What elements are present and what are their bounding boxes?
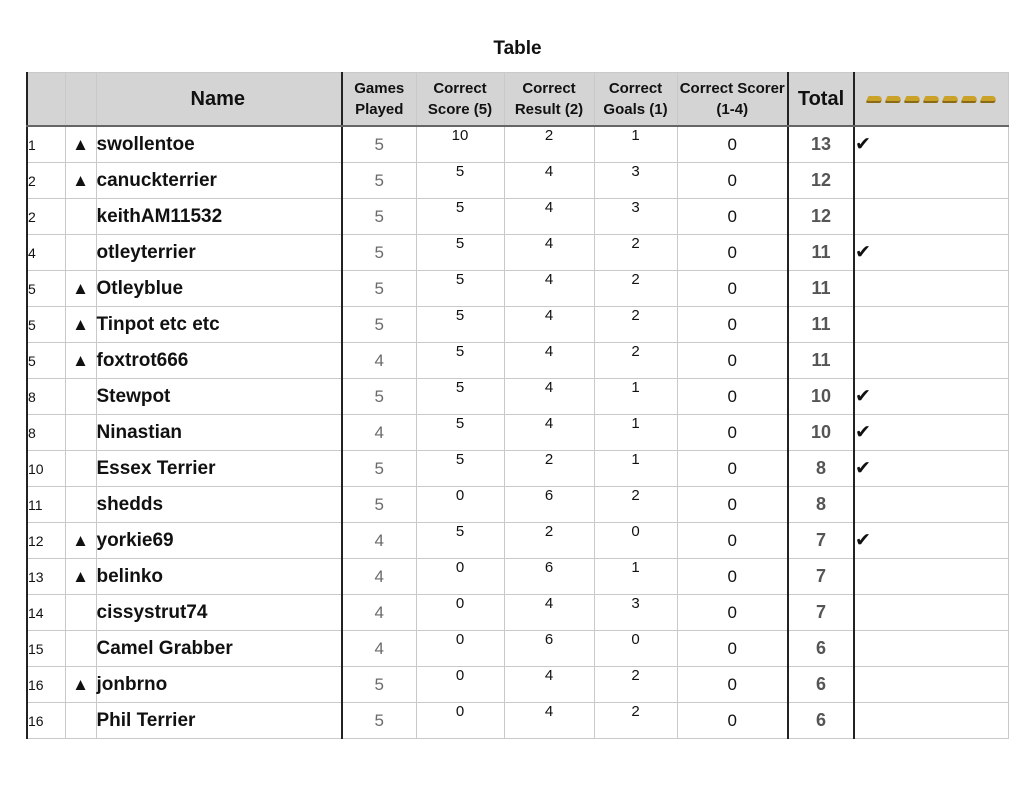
position-cell: 15 — [27, 631, 65, 667]
total-cell: 8 — [788, 487, 854, 523]
table-row — [27, 379, 1008, 415]
correct-goals-cell: 2 — [594, 307, 677, 343]
correct-scorer-cell: 0 — [677, 559, 788, 595]
correct-score-cell: 5 — [416, 523, 504, 559]
position-cell: 2 — [27, 199, 65, 235]
correct-scorer-cell: 0 — [677, 163, 788, 199]
position-cell: 12 — [27, 523, 65, 559]
table-row — [27, 559, 1008, 595]
table-row — [27, 487, 1008, 523]
correct-scorer-cell: 0 — [677, 199, 788, 235]
header-position — [27, 73, 65, 127]
correct-result-cell: 4 — [504, 307, 594, 343]
total-cell: 7 — [788, 595, 854, 631]
header-games-played: Games Played — [342, 73, 416, 127]
correct-result-cell: 6 — [504, 487, 594, 523]
correct-scorer-cell: 0 — [677, 307, 788, 343]
total-cell: 8 — [788, 451, 854, 487]
correct-goals-cell: 2 — [594, 271, 677, 307]
games-played-cell: 4 — [342, 559, 416, 595]
league-table — [26, 72, 1009, 739]
correct-score-cell: 5 — [416, 199, 504, 235]
player-name: Ninastian — [96, 415, 342, 451]
position-cell: 5 — [27, 307, 65, 343]
movement-arrow-icon: ▲ — [65, 126, 96, 163]
tick-icon — [854, 487, 1008, 523]
correct-result-cell: 4 — [504, 703, 594, 739]
player-name: swollentoe — [96, 126, 342, 163]
correct-score-cell: 0 — [416, 559, 504, 595]
games-played-cell: 4 — [342, 415, 416, 451]
games-played-cell: 4 — [342, 343, 416, 379]
movement-arrow-icon — [65, 451, 96, 487]
games-played-cell: 5 — [342, 451, 416, 487]
position-cell: 5 — [27, 343, 65, 379]
player-name: yorkie69 — [96, 523, 342, 559]
movement-arrow-icon: ▲ — [65, 559, 96, 595]
player-name: Stewpot — [96, 379, 342, 415]
correct-goals-cell: 2 — [594, 343, 677, 379]
correct-score-cell: 5 — [416, 307, 504, 343]
tick-icon — [854, 163, 1008, 199]
correct-score-cell: 0 — [416, 487, 504, 523]
correct-score-cell: 0 — [416, 631, 504, 667]
total-cell: 6 — [788, 703, 854, 739]
correct-goals-cell: 2 — [594, 667, 677, 703]
correct-scorer-cell: 0 — [677, 379, 788, 415]
correct-scorer-cell: 0 — [677, 415, 788, 451]
player-name: Essex Terrier — [96, 451, 342, 487]
correct-result-cell: 4 — [504, 199, 594, 235]
table-body — [27, 126, 1008, 739]
total-cell: 7 — [788, 559, 854, 595]
position-cell: 16 — [27, 667, 65, 703]
table-row — [27, 451, 1008, 487]
player-name: keithAM11532 — [96, 199, 342, 235]
tick-icon — [854, 271, 1008, 307]
movement-arrow-icon — [65, 415, 96, 451]
games-played-cell: 5 — [342, 271, 416, 307]
header-correct-scorer: Correct Scorer (1-4) — [677, 73, 788, 127]
movement-arrow-icon: ▲ — [65, 523, 96, 559]
games-played-cell: 5 — [342, 235, 416, 271]
correct-scorer-cell: 0 — [677, 126, 788, 163]
table-row — [27, 523, 1008, 559]
player-name: jonbrno — [96, 667, 342, 703]
correct-goals-cell: 3 — [594, 595, 677, 631]
table-row — [27, 235, 1008, 271]
position-cell: 5 — [27, 271, 65, 307]
header-total: Total — [788, 73, 854, 127]
position-cell: 4 — [27, 235, 65, 271]
total-cell: 12 — [788, 199, 854, 235]
tick-icon: ✔ — [854, 523, 1008, 559]
games-played-cell: 5 — [342, 163, 416, 199]
position-cell: 2 — [27, 163, 65, 199]
correct-goals-cell: 1 — [594, 559, 677, 595]
games-played-cell: 4 — [342, 523, 416, 559]
header-correct-goals: Correct Goals (1) — [594, 73, 677, 127]
correct-score-cell: 5 — [416, 235, 504, 271]
position-cell: 14 — [27, 595, 65, 631]
correct-result-cell: 4 — [504, 667, 594, 703]
correct-result-cell: 2 — [504, 451, 594, 487]
total-cell: 6 — [788, 667, 854, 703]
correct-result-cell: 2 — [504, 523, 594, 559]
movement-arrow-icon — [65, 379, 96, 415]
correct-result-cell: 4 — [504, 163, 594, 199]
tick-icon: ✔ — [854, 235, 1008, 271]
movement-arrow-icon: ▲ — [65, 163, 96, 199]
correct-score-cell: 0 — [416, 667, 504, 703]
correct-goals-cell: 1 — [594, 415, 677, 451]
movement-arrow-icon — [65, 595, 96, 631]
correct-scorer-cell: 0 — [677, 451, 788, 487]
correct-score-cell: 5 — [416, 379, 504, 415]
correct-result-cell: 6 — [504, 559, 594, 595]
games-played-cell: 5 — [342, 487, 416, 523]
tick-icon — [854, 199, 1008, 235]
movement-arrow-icon: ▲ — [65, 343, 96, 379]
tick-icon: ✔ — [854, 451, 1008, 487]
table-row — [27, 307, 1008, 343]
correct-scorer-cell: 0 — [677, 523, 788, 559]
movement-arrow-icon: ▲ — [65, 307, 96, 343]
table-row — [27, 415, 1008, 451]
correct-scorer-cell: 0 — [677, 235, 788, 271]
correct-result-cell: 4 — [504, 595, 594, 631]
correct-goals-cell: 1 — [594, 379, 677, 415]
position-cell: 16 — [27, 703, 65, 739]
correct-scorer-cell: 0 — [677, 595, 788, 631]
games-played-cell: 5 — [342, 703, 416, 739]
correct-score-cell: 5 — [416, 415, 504, 451]
correct-score-cell: 5 — [416, 271, 504, 307]
table-row — [27, 343, 1008, 379]
position-cell: 8 — [27, 415, 65, 451]
total-cell: 11 — [788, 235, 854, 271]
total-cell: 6 — [788, 631, 854, 667]
correct-score-cell: 0 — [416, 595, 504, 631]
tick-icon: ✔ — [854, 415, 1008, 451]
page-title: Table — [493, 38, 542, 59]
tick-icon: ✔ — [854, 379, 1008, 415]
correct-result-cell: 4 — [504, 379, 594, 415]
correct-result-cell: 2 — [504, 126, 594, 163]
tick-icon — [854, 307, 1008, 343]
position-cell: 8 — [27, 379, 65, 415]
player-name: cissystrut74 — [96, 595, 342, 631]
games-played-cell: 5 — [342, 667, 416, 703]
total-cell: 11 — [788, 343, 854, 379]
table-row — [27, 126, 1008, 163]
tick-icon: ✔ — [854, 126, 1008, 163]
table-row — [27, 631, 1008, 667]
movement-arrow-icon: ▲ — [65, 667, 96, 703]
total-cell: 11 — [788, 271, 854, 307]
player-name: canuckterrier — [96, 163, 342, 199]
player-name: Phil Terrier — [96, 703, 342, 739]
correct-result-cell: 4 — [504, 415, 594, 451]
games-played-cell: 5 — [342, 126, 416, 163]
table-row — [27, 271, 1008, 307]
total-cell: 10 — [788, 415, 854, 451]
tick-icon — [854, 595, 1008, 631]
player-name: otleyterrier — [96, 235, 342, 271]
golden-boot-icon — [865, 91, 998, 108]
movement-arrow-icon — [65, 631, 96, 667]
table-row — [27, 163, 1008, 199]
movement-arrow-icon — [65, 235, 96, 271]
position-cell: 1 — [27, 126, 65, 163]
movement-arrow-icon — [65, 703, 96, 739]
total-cell: 13 — [788, 126, 854, 163]
total-cell: 7 — [788, 523, 854, 559]
correct-score-cell: 5 — [416, 163, 504, 199]
tick-icon — [854, 343, 1008, 379]
correct-result-cell: 4 — [504, 235, 594, 271]
header-name: Name — [96, 73, 342, 127]
player-name: Otleyblue — [96, 271, 342, 307]
header-movement — [65, 73, 96, 127]
correct-goals-cell: 3 — [594, 163, 677, 199]
position-cell: 11 — [27, 487, 65, 523]
correct-scorer-cell: 0 — [677, 487, 788, 523]
correct-result-cell: 4 — [504, 271, 594, 307]
movement-arrow-icon: ▲ — [65, 271, 96, 307]
correct-result-cell: 4 — [504, 343, 594, 379]
total-cell: 11 — [788, 307, 854, 343]
player-name: Tinpot etc etc — [96, 307, 342, 343]
header-correct-result: Correct Result (2) — [504, 73, 594, 127]
correct-goals-cell: 2 — [594, 235, 677, 271]
header-correct-score: Correct Score (5) — [416, 73, 504, 127]
games-played-cell: 5 — [342, 199, 416, 235]
correct-goals-cell: 0 — [594, 523, 677, 559]
correct-goals-cell: 3 — [594, 199, 677, 235]
table-row — [27, 595, 1008, 631]
header-row — [27, 73, 1008, 127]
table-row — [27, 703, 1008, 739]
correct-score-cell: 10 — [416, 126, 504, 163]
tick-icon — [854, 631, 1008, 667]
correct-goals-cell: 1 — [594, 126, 677, 163]
games-played-cell: 4 — [342, 631, 416, 667]
player-name: Camel Grabber — [96, 631, 342, 667]
correct-score-cell: 5 — [416, 451, 504, 487]
correct-scorer-cell: 0 — [677, 667, 788, 703]
header-golden-boots — [854, 73, 1008, 127]
games-played-cell: 5 — [342, 379, 416, 415]
total-cell: 12 — [788, 163, 854, 199]
correct-scorer-cell: 0 — [677, 631, 788, 667]
table-row — [27, 199, 1008, 235]
correct-scorer-cell: 0 — [677, 703, 788, 739]
player-name: belinko — [96, 559, 342, 595]
tick-icon — [854, 703, 1008, 739]
movement-arrow-icon — [65, 199, 96, 235]
tick-icon — [854, 559, 1008, 595]
total-cell: 10 — [788, 379, 854, 415]
correct-score-cell: 0 — [416, 703, 504, 739]
movement-arrow-icon — [65, 487, 96, 523]
tick-icon — [854, 667, 1008, 703]
position-cell: 10 — [27, 451, 65, 487]
correct-goals-cell: 2 — [594, 487, 677, 523]
correct-result-cell: 6 — [504, 631, 594, 667]
position-cell: 13 — [27, 559, 65, 595]
correct-score-cell: 5 — [416, 343, 504, 379]
player-name: shedds — [96, 487, 342, 523]
table-row — [27, 667, 1008, 703]
correct-goals-cell: 2 — [594, 703, 677, 739]
games-played-cell: 4 — [342, 595, 416, 631]
correct-scorer-cell: 0 — [677, 271, 788, 307]
correct-scorer-cell: 0 — [677, 343, 788, 379]
correct-goals-cell: 1 — [594, 451, 677, 487]
player-name: foxtrot666 — [96, 343, 342, 379]
games-played-cell: 5 — [342, 307, 416, 343]
correct-goals-cell: 0 — [594, 631, 677, 667]
